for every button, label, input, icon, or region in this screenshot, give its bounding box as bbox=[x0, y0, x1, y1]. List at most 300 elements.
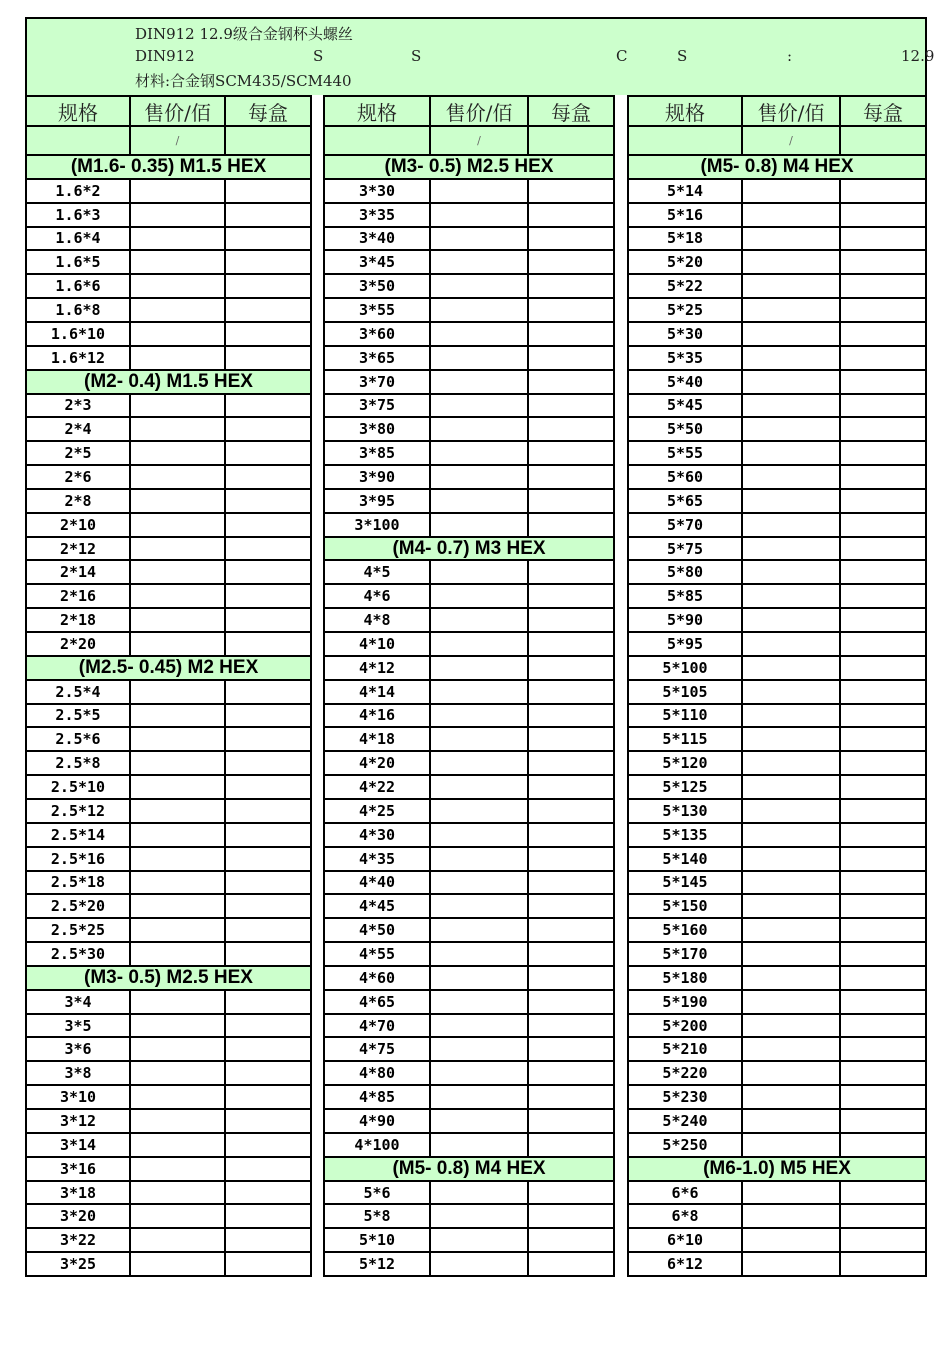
box-qty-cell[interactable] bbox=[841, 1253, 927, 1275]
box-qty-cell[interactable] bbox=[841, 299, 927, 321]
table-row bbox=[627, 1253, 927, 1277]
box-qty-cell[interactable] bbox=[841, 538, 927, 560]
price-cell[interactable] bbox=[431, 1086, 529, 1108]
price-cell[interactable] bbox=[431, 609, 529, 631]
box-qty-cell[interactable] bbox=[529, 1015, 615, 1037]
price-cell[interactable] bbox=[431, 824, 529, 846]
box-qty-cell[interactable] bbox=[529, 251, 615, 273]
box-qty-cell[interactable] bbox=[841, 1134, 927, 1156]
price-cell[interactable] bbox=[131, 848, 226, 870]
box-qty-cell[interactable] bbox=[841, 681, 927, 703]
price-cell[interactable] bbox=[743, 347, 841, 369]
table-row bbox=[323, 1229, 615, 1253]
price-cell[interactable] bbox=[743, 371, 841, 393]
price-cell[interactable] bbox=[131, 776, 226, 798]
box-qty-cell[interactable] bbox=[841, 967, 927, 989]
box-qty-cell[interactable] bbox=[226, 466, 312, 488]
price-cell[interactable] bbox=[131, 1015, 226, 1037]
box-qty-cell[interactable] bbox=[841, 800, 927, 822]
box-qty-cell[interactable] bbox=[841, 371, 927, 393]
price-cell[interactable] bbox=[743, 442, 841, 464]
box-qty-cell[interactable] bbox=[529, 490, 615, 512]
price-cell[interactable] bbox=[743, 728, 841, 750]
price-cell[interactable] bbox=[431, 418, 529, 440]
box-qty-cell[interactable] bbox=[841, 514, 927, 536]
price-cell[interactable] bbox=[131, 418, 226, 440]
box-qty-cell[interactable] bbox=[226, 800, 312, 822]
price-cell[interactable] bbox=[131, 299, 226, 321]
price-cell[interactable] bbox=[431, 633, 529, 655]
box-qty-cell[interactable] bbox=[226, 848, 312, 870]
box-qty-cell[interactable] bbox=[226, 299, 312, 321]
box-qty-cell[interactable] bbox=[226, 204, 312, 226]
price-cell[interactable] bbox=[743, 991, 841, 1013]
box-qty-cell[interactable] bbox=[226, 514, 312, 536]
table-row bbox=[25, 1110, 312, 1134]
price-cell[interactable] bbox=[131, 514, 226, 536]
box-qty-cell[interactable] bbox=[841, 204, 927, 226]
box-qty-cell[interactable] bbox=[529, 1182, 615, 1204]
box-qty-cell[interactable] bbox=[226, 1015, 312, 1037]
box-qty-cell[interactable] bbox=[529, 800, 615, 822]
price-cell[interactable] bbox=[743, 561, 841, 583]
table-row bbox=[25, 824, 312, 848]
price-cell[interactable] bbox=[431, 728, 529, 750]
box-qty-cell[interactable] bbox=[529, 1110, 615, 1132]
box-qty-cell[interactable] bbox=[529, 1229, 615, 1251]
box-qty-cell[interactable] bbox=[226, 1205, 312, 1227]
price-cell[interactable] bbox=[431, 395, 529, 417]
header-token: : bbox=[787, 47, 793, 65]
box-qty-cell[interactable] bbox=[529, 1253, 615, 1275]
price-cell[interactable] bbox=[431, 180, 529, 202]
box-qty-cell[interactable] bbox=[529, 395, 615, 417]
table-row bbox=[627, 633, 927, 657]
price-cell[interactable] bbox=[431, 466, 529, 488]
price-cell[interactable] bbox=[131, 585, 226, 607]
price-cell[interactable] bbox=[131, 752, 226, 774]
spec-cell: 5*130 bbox=[627, 800, 743, 822]
box-qty-cell[interactable] bbox=[529, 991, 615, 1013]
box-qty-cell[interactable] bbox=[529, 681, 615, 703]
box-qty-cell[interactable] bbox=[841, 395, 927, 417]
box-qty-cell[interactable] bbox=[226, 251, 312, 273]
price-cell[interactable] bbox=[431, 1015, 529, 1037]
box-qty-cell[interactable] bbox=[226, 1062, 312, 1084]
price-cell[interactable] bbox=[743, 228, 841, 250]
box-qty-cell[interactable] bbox=[529, 919, 615, 941]
box-qty-cell[interactable] bbox=[529, 585, 615, 607]
price-cell[interactable] bbox=[431, 490, 529, 512]
price-cell[interactable] bbox=[131, 538, 226, 560]
box-qty-cell[interactable] bbox=[841, 633, 927, 655]
price-cell[interactable] bbox=[743, 824, 841, 846]
spec-cell: 4*90 bbox=[323, 1110, 431, 1132]
price-cell[interactable] bbox=[743, 705, 841, 727]
box-qty-cell[interactable] bbox=[529, 466, 615, 488]
box-qty-cell[interactable] bbox=[226, 228, 312, 250]
price-cell[interactable] bbox=[743, 585, 841, 607]
box-qty-cell[interactable] bbox=[226, 585, 312, 607]
box-qty-cell[interactable] bbox=[841, 919, 927, 941]
price-cell[interactable] bbox=[431, 1253, 529, 1275]
box-qty-cell[interactable] bbox=[841, 1062, 927, 1084]
spec-cell: 4*18 bbox=[323, 728, 431, 750]
box-qty-cell[interactable] bbox=[529, 514, 615, 536]
table-row bbox=[25, 514, 312, 538]
price-cell[interactable] bbox=[131, 180, 226, 202]
price-cell[interactable] bbox=[131, 1038, 226, 1060]
table-row bbox=[323, 228, 615, 252]
price-cell[interactable] bbox=[131, 824, 226, 846]
price-cell[interactable] bbox=[431, 1062, 529, 1084]
table-row bbox=[25, 919, 312, 943]
box-qty-cell[interactable] bbox=[841, 490, 927, 512]
price-cell[interactable] bbox=[131, 919, 226, 941]
price-cell[interactable] bbox=[743, 1086, 841, 1108]
price-cell[interactable] bbox=[431, 705, 529, 727]
price-cell[interactable] bbox=[743, 609, 841, 631]
box-qty-cell[interactable] bbox=[529, 180, 615, 202]
box-qty-cell[interactable] bbox=[226, 323, 312, 345]
box-qty-cell[interactable] bbox=[226, 895, 312, 917]
box-qty-cell[interactable] bbox=[226, 1253, 312, 1275]
box-qty-cell[interactable] bbox=[841, 895, 927, 917]
box-qty-cell[interactable] bbox=[841, 180, 927, 202]
box-qty-cell[interactable] bbox=[226, 561, 312, 583]
box-qty-cell[interactable] bbox=[529, 633, 615, 655]
spec-cell: 4*60 bbox=[323, 967, 431, 989]
price-cell[interactable] bbox=[743, 1110, 841, 1132]
price-cell[interactable] bbox=[131, 609, 226, 631]
box-qty-cell[interactable] bbox=[529, 275, 615, 297]
price-cell[interactable] bbox=[131, 490, 226, 512]
table-row bbox=[25, 633, 312, 657]
price-cell[interactable] bbox=[743, 967, 841, 989]
column-header-row bbox=[627, 95, 927, 127]
section-header: (M5- 0.8) M4 HEX bbox=[627, 156, 927, 180]
price-cell[interactable] bbox=[131, 251, 226, 273]
box-qty-cell[interactable] bbox=[841, 251, 927, 273]
price-cell[interactable] bbox=[431, 275, 529, 297]
box-qty-cell[interactable] bbox=[226, 609, 312, 631]
box-qty-cell[interactable] bbox=[841, 657, 927, 679]
price-cell[interactable] bbox=[131, 991, 226, 1013]
price-cell[interactable] bbox=[431, 967, 529, 989]
box-qty-cell[interactable] bbox=[841, 347, 927, 369]
price-cell[interactable] bbox=[743, 681, 841, 703]
box-qty-cell[interactable] bbox=[226, 776, 312, 798]
box-qty-cell[interactable] bbox=[841, 1086, 927, 1108]
price-cell[interactable] bbox=[431, 991, 529, 1013]
price-cell[interactable] bbox=[431, 1038, 529, 1060]
price-cell[interactable] bbox=[431, 228, 529, 250]
box-qty-cell[interactable] bbox=[529, 895, 615, 917]
price-cell[interactable] bbox=[131, 1253, 226, 1275]
box-qty-cell[interactable] bbox=[226, 681, 312, 703]
price-cell[interactable] bbox=[743, 800, 841, 822]
box-qty-cell[interactable] bbox=[529, 371, 615, 393]
box-qty-cell[interactable] bbox=[529, 561, 615, 583]
price-cell[interactable] bbox=[131, 1134, 226, 1156]
price-cell[interactable] bbox=[743, 299, 841, 321]
box-qty-cell[interactable] bbox=[226, 1158, 312, 1180]
spec-cell: 5*20 bbox=[627, 251, 743, 273]
box-qty-cell[interactable] bbox=[529, 609, 615, 631]
box-qty-cell[interactable] bbox=[841, 228, 927, 250]
box-qty-cell[interactable] bbox=[841, 585, 927, 607]
box-qty-cell[interactable] bbox=[226, 824, 312, 846]
box-qty-cell[interactable] bbox=[841, 1182, 927, 1204]
price-cell[interactable] bbox=[431, 1134, 529, 1156]
price-cell[interactable] bbox=[131, 633, 226, 655]
price-cell[interactable] bbox=[431, 1229, 529, 1251]
box-qty-cell[interactable] bbox=[529, 776, 615, 798]
price-cell[interactable] bbox=[743, 752, 841, 774]
price-cell[interactable] bbox=[743, 1253, 841, 1275]
box-qty-cell[interactable] bbox=[226, 347, 312, 369]
box-qty-cell[interactable] bbox=[226, 490, 312, 512]
price-cell[interactable] bbox=[131, 1158, 226, 1180]
box-qty-cell[interactable] bbox=[529, 1205, 615, 1227]
price-cell[interactable] bbox=[743, 204, 841, 226]
box-qty-cell[interactable] bbox=[529, 323, 615, 345]
table-row bbox=[25, 991, 312, 1015]
box-qty-cell[interactable] bbox=[841, 466, 927, 488]
box-qty-cell[interactable] bbox=[841, 728, 927, 750]
box-qty-cell[interactable] bbox=[841, 561, 927, 583]
box-qty-cell[interactable] bbox=[529, 418, 615, 440]
price-cell[interactable] bbox=[431, 251, 529, 273]
price-cell[interactable] bbox=[431, 872, 529, 894]
price-cell[interactable] bbox=[743, 872, 841, 894]
spec-cell: 5*115 bbox=[627, 728, 743, 750]
price-cell[interactable] bbox=[743, 919, 841, 941]
box-qty-cell[interactable] bbox=[226, 872, 312, 894]
box-qty-cell[interactable] bbox=[226, 752, 312, 774]
price-cell[interactable] bbox=[743, 943, 841, 965]
price-cell[interactable] bbox=[431, 1110, 529, 1132]
box-qty-cell[interactable] bbox=[529, 728, 615, 750]
price-cell[interactable] bbox=[131, 943, 226, 965]
table-row bbox=[627, 490, 927, 514]
box-qty-cell[interactable] bbox=[226, 1134, 312, 1156]
box-qty-cell[interactable] bbox=[226, 180, 312, 202]
table-row bbox=[323, 848, 615, 872]
box-qty-cell[interactable] bbox=[841, 872, 927, 894]
price-cell[interactable] bbox=[743, 466, 841, 488]
box-qty-cell[interactable] bbox=[529, 299, 615, 321]
box-qty-cell[interactable] bbox=[529, 1086, 615, 1108]
box-qty-cell[interactable] bbox=[226, 943, 312, 965]
box-qty-cell[interactable] bbox=[226, 1229, 312, 1251]
price-cell[interactable] bbox=[743, 490, 841, 512]
box-qty-cell[interactable] bbox=[841, 1015, 927, 1037]
box-qty-cell[interactable] bbox=[529, 204, 615, 226]
box-qty-cell[interactable] bbox=[841, 824, 927, 846]
price-cell[interactable] bbox=[431, 204, 529, 226]
price-cell[interactable] bbox=[131, 1182, 226, 1204]
box-qty-cell[interactable] bbox=[226, 705, 312, 727]
price-cell[interactable] bbox=[743, 1015, 841, 1037]
box-qty-cell[interactable] bbox=[226, 1086, 312, 1108]
box-qty-cell[interactable] bbox=[226, 538, 312, 560]
box-qty-cell[interactable] bbox=[226, 991, 312, 1013]
box-qty-cell[interactable] bbox=[226, 418, 312, 440]
price-cell[interactable] bbox=[743, 1062, 841, 1084]
box-qty-cell[interactable] bbox=[226, 633, 312, 655]
box-qty-cell[interactable] bbox=[841, 275, 927, 297]
price-cell[interactable] bbox=[431, 919, 529, 941]
box-qty-cell[interactable] bbox=[226, 442, 312, 464]
box-qty-cell[interactable] bbox=[529, 872, 615, 894]
price-cell[interactable] bbox=[743, 1038, 841, 1060]
box-qty-cell[interactable] bbox=[841, 418, 927, 440]
header-token: S bbox=[313, 47, 324, 65]
price-cell[interactable] bbox=[431, 800, 529, 822]
price-cell[interactable] bbox=[131, 442, 226, 464]
price-cell[interactable] bbox=[131, 561, 226, 583]
spec-cell: 5*170 bbox=[627, 943, 743, 965]
price-cell[interactable] bbox=[743, 1182, 841, 1204]
price-cell[interactable] bbox=[131, 728, 226, 750]
price-cell[interactable] bbox=[743, 275, 841, 297]
box-qty-cell[interactable] bbox=[529, 848, 615, 870]
box-qty-cell[interactable] bbox=[841, 848, 927, 870]
price-cell[interactable] bbox=[743, 633, 841, 655]
price-cell[interactable] bbox=[743, 848, 841, 870]
table-row bbox=[25, 275, 312, 299]
spec-cell: 4*25 bbox=[323, 800, 431, 822]
box-qty-cell[interactable] bbox=[529, 824, 615, 846]
price-cell[interactable] bbox=[131, 1205, 226, 1227]
price-cell[interactable] bbox=[131, 466, 226, 488]
box-qty-cell[interactable] bbox=[529, 705, 615, 727]
price-cell[interactable] bbox=[431, 752, 529, 774]
box-qty-cell[interactable] bbox=[841, 323, 927, 345]
price-cell[interactable] bbox=[431, 561, 529, 583]
box-qty-cell[interactable] bbox=[529, 967, 615, 989]
box-qty-cell[interactable] bbox=[529, 1062, 615, 1084]
price-cell[interactable] bbox=[431, 299, 529, 321]
price-cell[interactable] bbox=[131, 395, 226, 417]
price-cell[interactable] bbox=[131, 895, 226, 917]
price-cell[interactable] bbox=[131, 323, 226, 345]
box-qty-cell[interactable] bbox=[226, 1182, 312, 1204]
box-qty-cell[interactable] bbox=[529, 943, 615, 965]
price-cell[interactable] bbox=[131, 275, 226, 297]
price-cell[interactable] bbox=[743, 895, 841, 917]
price-cell[interactable] bbox=[131, 1062, 226, 1084]
price-cell[interactable] bbox=[431, 681, 529, 703]
price-cell[interactable] bbox=[131, 800, 226, 822]
price-cell[interactable] bbox=[743, 395, 841, 417]
price-cell[interactable] bbox=[131, 1086, 226, 1108]
header-token: DIN912 bbox=[135, 47, 195, 65]
price-cell[interactable] bbox=[743, 776, 841, 798]
price-cell[interactable] bbox=[743, 657, 841, 679]
box-qty-cell[interactable] bbox=[841, 776, 927, 798]
box-qty-cell[interactable] bbox=[226, 395, 312, 417]
box-qty-cell[interactable] bbox=[226, 1038, 312, 1060]
table-row bbox=[627, 895, 927, 919]
price-cell[interactable] bbox=[431, 776, 529, 798]
box-qty-cell[interactable] bbox=[841, 442, 927, 464]
price-cell[interactable] bbox=[743, 180, 841, 202]
box-qty-cell[interactable] bbox=[841, 1205, 927, 1227]
box-qty-cell[interactable] bbox=[529, 347, 615, 369]
box-qty-cell[interactable] bbox=[841, 752, 927, 774]
spec-cell: 1.6*8 bbox=[25, 299, 131, 321]
price-cell[interactable] bbox=[131, 1229, 226, 1251]
price-cell[interactable] bbox=[431, 895, 529, 917]
spec-cell: 4*45 bbox=[323, 895, 431, 917]
price-cell[interactable] bbox=[743, 1134, 841, 1156]
price-cell[interactable] bbox=[131, 872, 226, 894]
box-qty-cell[interactable] bbox=[841, 705, 927, 727]
price-cell[interactable] bbox=[131, 705, 226, 727]
box-qty-cell[interactable] bbox=[841, 1038, 927, 1060]
price-cell[interactable] bbox=[431, 371, 529, 393]
box-qty-cell[interactable] bbox=[529, 752, 615, 774]
price-cell[interactable] bbox=[431, 943, 529, 965]
price-cell[interactable] bbox=[431, 442, 529, 464]
price-cell[interactable] bbox=[131, 347, 226, 369]
price-cell[interactable] bbox=[431, 347, 529, 369]
price-cell[interactable] bbox=[743, 251, 841, 273]
spec-cell: 6*12 bbox=[627, 1253, 743, 1275]
price-cell[interactable] bbox=[431, 585, 529, 607]
price-cell[interactable] bbox=[431, 848, 529, 870]
price-cell[interactable] bbox=[431, 657, 529, 679]
price-cell[interactable] bbox=[743, 1229, 841, 1251]
box-qty-cell[interactable] bbox=[841, 1110, 927, 1132]
box-qty-cell[interactable] bbox=[529, 1038, 615, 1060]
box-qty-cell[interactable] bbox=[226, 1110, 312, 1132]
box-qty-cell[interactable] bbox=[841, 943, 927, 965]
price-cell[interactable] bbox=[131, 204, 226, 226]
box-qty-cell[interactable] bbox=[841, 1229, 927, 1251]
price-cell[interactable] bbox=[743, 1205, 841, 1227]
price-cell[interactable] bbox=[131, 1110, 226, 1132]
box-qty-cell[interactable] bbox=[226, 919, 312, 941]
price-cell[interactable] bbox=[431, 1182, 529, 1204]
box-qty-cell[interactable] bbox=[529, 442, 615, 464]
price-cell[interactable] bbox=[743, 323, 841, 345]
spec-cell: 5*150 bbox=[627, 895, 743, 917]
box-qty-cell[interactable] bbox=[529, 657, 615, 679]
price-cell[interactable] bbox=[431, 323, 529, 345]
price-cell[interactable] bbox=[743, 418, 841, 440]
spec-cell: 4*70 bbox=[323, 1015, 431, 1037]
box-qty-cell[interactable] bbox=[841, 609, 927, 631]
box-qty-cell[interactable] bbox=[529, 228, 615, 250]
spec-cell: 5*65 bbox=[627, 490, 743, 512]
table-row bbox=[323, 251, 615, 275]
price-cell[interactable] bbox=[743, 538, 841, 560]
table-row bbox=[627, 752, 927, 776]
box-qty-cell[interactable] bbox=[841, 991, 927, 1013]
price-cell[interactable] bbox=[131, 228, 226, 250]
price-cell[interactable] bbox=[431, 514, 529, 536]
price-cell[interactable] bbox=[131, 681, 226, 703]
price-cell[interactable] bbox=[431, 1205, 529, 1227]
box-qty-cell[interactable] bbox=[226, 728, 312, 750]
price-cell[interactable] bbox=[743, 514, 841, 536]
box-qty-cell[interactable] bbox=[226, 275, 312, 297]
spec-cell: 4*20 bbox=[323, 752, 431, 774]
box-qty-cell[interactable] bbox=[529, 1134, 615, 1156]
